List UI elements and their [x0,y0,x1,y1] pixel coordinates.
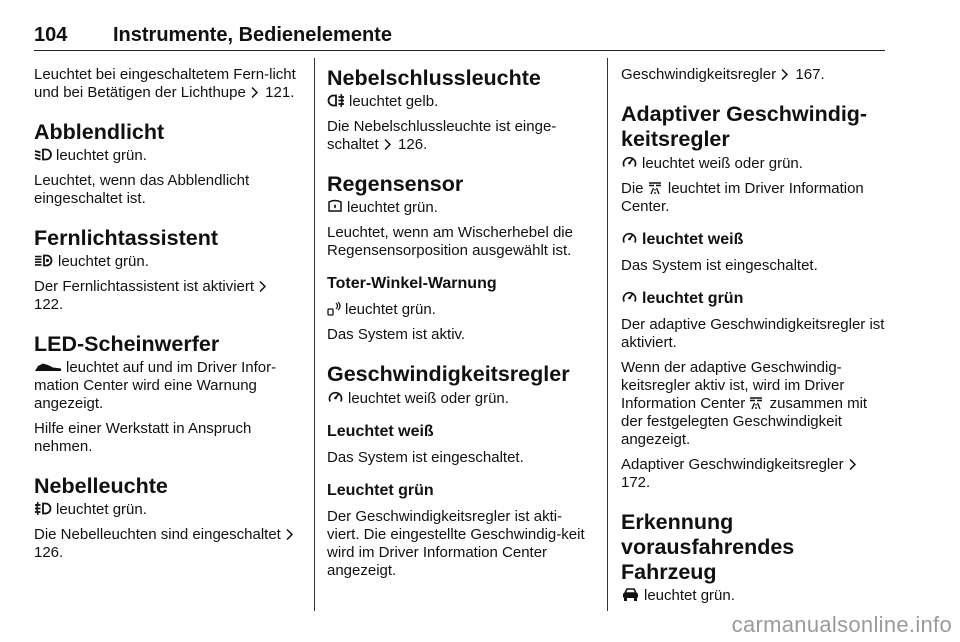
paragraph-text: 126. [393,136,428,153]
body-paragraph [621,66,889,84]
rain-sensor-icon [327,199,343,214]
body-paragraph [327,224,593,260]
subsection-heading [621,230,889,249]
column-divider [314,58,315,611]
heading-text: Leuchtet grün [327,482,434,499]
heading-text: Fernlichtassistent [34,226,218,250]
body-paragraph [621,456,889,492]
body-paragraph [34,420,301,456]
heading-text: leuchtet weiß [642,231,744,248]
paragraph-text: Leuchtet bei eingeschaltetem Fern-licht und bei Betätigen der Lichthupe [34,66,296,101]
page-reference-arrow-icon [250,86,259,99]
heading-text: leuchtet grün [642,290,744,307]
heading-text: Erkennung vorausfahrendes Fahrzeug [621,510,795,584]
heading-text: LED-Scheinwerfer [34,332,220,356]
page-reference-arrow-icon [780,68,789,81]
subsection-heading [327,481,593,500]
body-paragraph [34,501,301,519]
paragraph-text: 172. [621,474,651,491]
cruise-control-icon [621,154,638,170]
led-headlight-icon [34,360,62,374]
paragraph-text: Die [621,180,644,197]
paragraph-text: Der Fernlichtassistent ist aktiviert [34,278,255,295]
blind-spot-icon [327,301,341,316]
paragraph-text: leuchtet im Driver Information Center. [621,180,864,215]
body-paragraph [34,66,301,102]
body-paragraph [327,326,593,344]
cruise-control-icon [621,230,638,246]
section-heading [327,172,593,197]
paragraph-text: Leuchtet, wenn das Abblendlicht eingeschaltet ist. [34,172,250,207]
section-heading [327,362,593,387]
watermark: carmanualsonline.info [731,612,952,637]
body-paragraph [621,359,889,449]
section-heading [621,510,889,585]
paragraph-text: Leuchtet, wenn am Wischerhebel die Regensensorposition ausgewählt ist. [327,224,573,259]
column-divider [607,58,608,611]
vehicle-ahead-icon [621,587,640,602]
low-beam-icon [34,147,52,162]
paragraph-text: leuchtet grün. [347,199,438,216]
body-paragraph [621,316,889,352]
heading-text: Nebelleuchte [34,474,168,498]
paragraph-text: zusammen mit der festgelegten Geschwindigkeit angezeigt. [621,395,868,448]
body-paragraph [327,449,593,467]
cruise-indicator-icon [648,181,662,195]
body-paragraph [34,253,301,271]
page-reference-arrow-icon [285,528,294,541]
paragraph-text: leuchtet weiß oder grün. [642,155,803,172]
heading-text: Geschwindigkeitsregler [327,362,570,386]
paragraph-text: leuchtet grün. [56,501,147,518]
text-column-3 [621,66,889,611]
body-paragraph [34,147,301,165]
page-reference-arrow-icon [383,138,392,151]
section-heading [327,66,593,91]
section-heading [621,102,889,152]
heading-text: Abblendlicht [34,120,165,144]
paragraph-text: leuchtet gelb. [349,93,439,110]
paragraph-text: leuchtet grün. [58,253,149,270]
paragraph-text: leuchtet grün. [644,587,735,604]
body-paragraph [327,301,593,319]
body-paragraph [34,278,301,314]
rear-fog-light-icon [327,93,345,108]
paragraph-text: 126. [34,544,64,561]
body-paragraph [327,389,593,408]
body-paragraph [34,172,301,208]
heading-text: Nebelschlussleuchte [327,66,541,90]
high-beam-assist-icon [34,253,54,268]
body-paragraph [34,526,301,562]
body-paragraph [34,359,301,413]
body-paragraph [327,118,593,154]
paragraph-text: Die Nebelleuchten sind eingeschaltet [34,526,281,543]
paragraph-text: Hilfe einer Werkstatt in Anspruch nehmen. [34,420,252,455]
paragraph-text: leuchtet grün. [345,301,436,318]
body-paragraph [327,508,593,580]
page-header [34,24,885,51]
cruise-control-icon [327,389,344,405]
heading-text: Leuchtet weiß [327,423,434,440]
text-column-1 [34,66,301,611]
paragraph-text: leuchtet grün. [56,147,147,164]
paragraph-text: Der adaptive Geschwindigkeitsregler ist aktiviert. [621,316,885,351]
text-column-2 [327,66,593,611]
paragraph-text: Der Geschwindigkeitsregler ist akti-viert. Die eingestellte Geschwindig-keit wird im Driver Information Center angezeigt. [327,508,585,579]
paragraph-text: Die Nebelschlussleuchte ist einge-schaltet [327,118,557,153]
subsection-heading [621,289,889,308]
subsection-heading [327,274,593,293]
body-paragraph [621,587,889,605]
body-paragraph [621,180,889,216]
paragraph-text: 121. [261,84,295,101]
page-reference-arrow-icon [848,458,857,471]
paragraph-text: leuchtet auf und im Driver Infor-mation Center wird eine Warnung angezeigt. [34,359,277,412]
cruise-control-icon [621,289,638,305]
body-paragraph [327,93,593,111]
section-heading [34,226,301,251]
body-paragraph [327,199,593,217]
section-heading [34,332,301,357]
fog-light-icon [34,501,52,516]
paragraph-text: Das System ist aktiv. [327,326,466,343]
heading-text: Regensensor [327,172,464,196]
subsection-heading [327,422,593,441]
paragraph-text: Wenn der adaptive Geschwindig-keitsregler aktiv ist, wird im Driver Information Center [621,359,845,412]
page-title: Instrumente, Bedienelemente [113,24,392,46]
body-paragraph [621,154,889,173]
paragraph-text: Das System ist eingeschaltet. [621,257,818,274]
paragraph-text: 167. [791,66,825,83]
heading-text: Adaptiver Geschwindig-keitsregler [621,102,868,151]
paragraph-text: leuchtet weiß oder grün. [348,390,509,407]
paragraph-text: Geschwindigkeitsregler [621,66,777,83]
paragraph-text: Adaptiver Geschwindigkeitsregler [621,456,844,473]
page-reference-arrow-icon [258,280,267,293]
heading-text: Toter-Winkel-Warnung [327,275,497,292]
section-heading [34,474,301,499]
paragraph-text: Das System ist eingeschaltet. [327,449,524,466]
paragraph-text: 122. [34,296,64,313]
section-heading [34,120,301,145]
body-paragraph [621,257,889,275]
page-number: 104 [34,24,68,46]
cruise-indicator-icon [749,396,763,410]
